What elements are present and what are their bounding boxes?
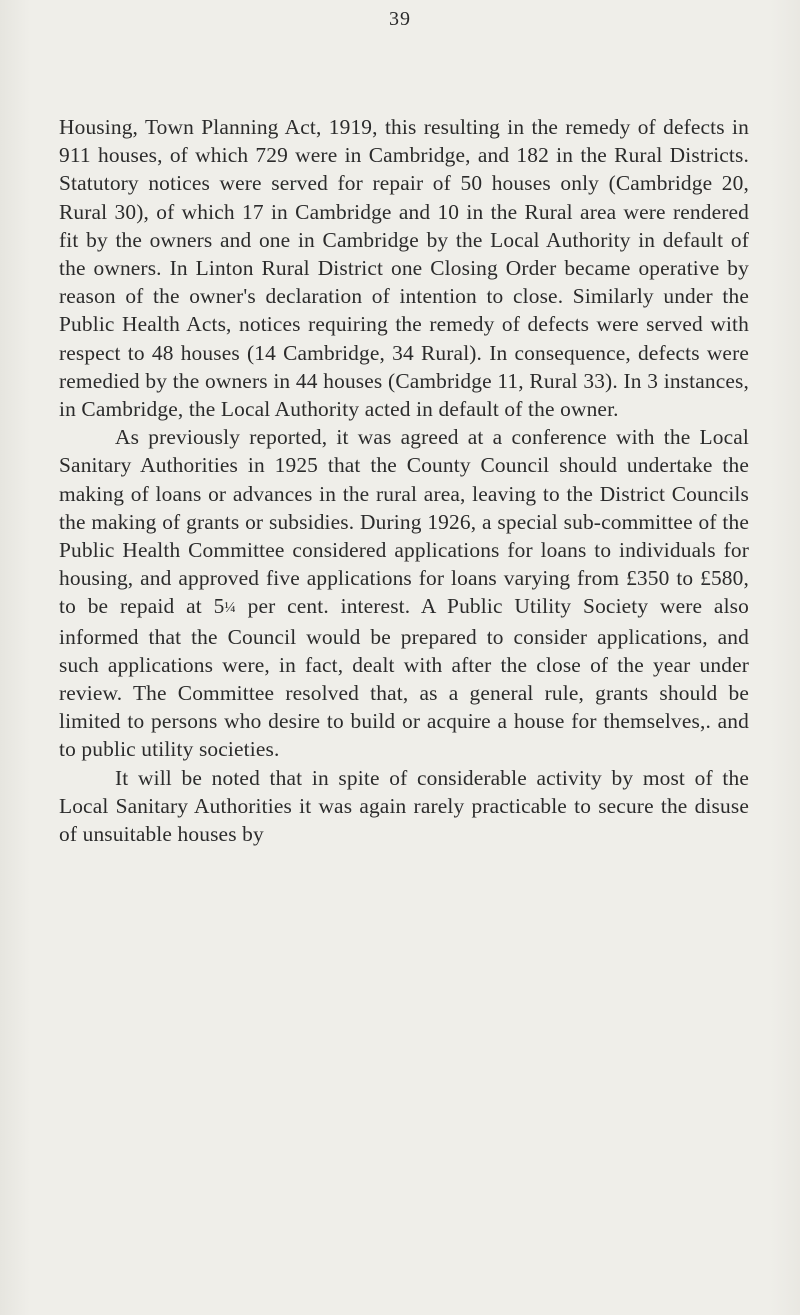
paragraph-2-fraction: ¼ xyxy=(224,600,236,617)
paragraph-2-text-before: As previously reported, it was agreed at a conference with the Local Sanitary Authorities in 1925 that the County Council should undertake the making of loans or advances in the rural area, leaving to the District Councils the making of grants or subsidies. During 1926, a special sub-committee of the Public Health Committee considered applications for loans to individuals for housing, and approved five applications for loans varying from £350 to £580, to be repaid at 5 xyxy=(59,425,749,619)
paragraph-2-text-after: per cent. interest. A Public Utility Society were also informed that the Council would be prepared to consider applications, and such applications were, in fact, dealt with after the close of the year under review. The Committee resolved that, as a general rule, grants should be limited to persons who desire to build or acquire a house for themselves,. and to public utility societies. xyxy=(59,594,749,762)
body-text xyxy=(59,113,749,848)
paragraph-3: It will be noted that in spite of considerable activity by most of the Local Sanitary Authorities it was again rarely practicable to secure the disuse of unsuitable houses by xyxy=(59,765,749,847)
paragraph-1: Housing, Town Planning Act, 1919, this resulting in the remedy of defects in 911 houses, of which 729 were in Cambridge, and 182 in the Rural Districts. Statutory notices were served for repair of 50 houses only (Cambridge 20, Rural 30), of which 17 in Cambridge and 10 in the Rural area were rendered fit by the owners and one in Cambridge by the Local Authority in default of the owners. In Linton Rural District one Closing Order became operative by reason of the owner's declaration of intention to close. Similarly under the Public Health Acts, notices requiring the remedy of defects were served with respect to 48 houses (14 Cambridge, 34 Rural). In consequence, defects were remedied by the owners in 44 houses (Cambridge 11, Rural 33). In 3 instances, in Cambridge, the Local Authority acted in default of the owner. xyxy=(59,115,749,422)
page-number: 39 xyxy=(389,8,411,30)
paragraph-2 xyxy=(59,423,749,763)
